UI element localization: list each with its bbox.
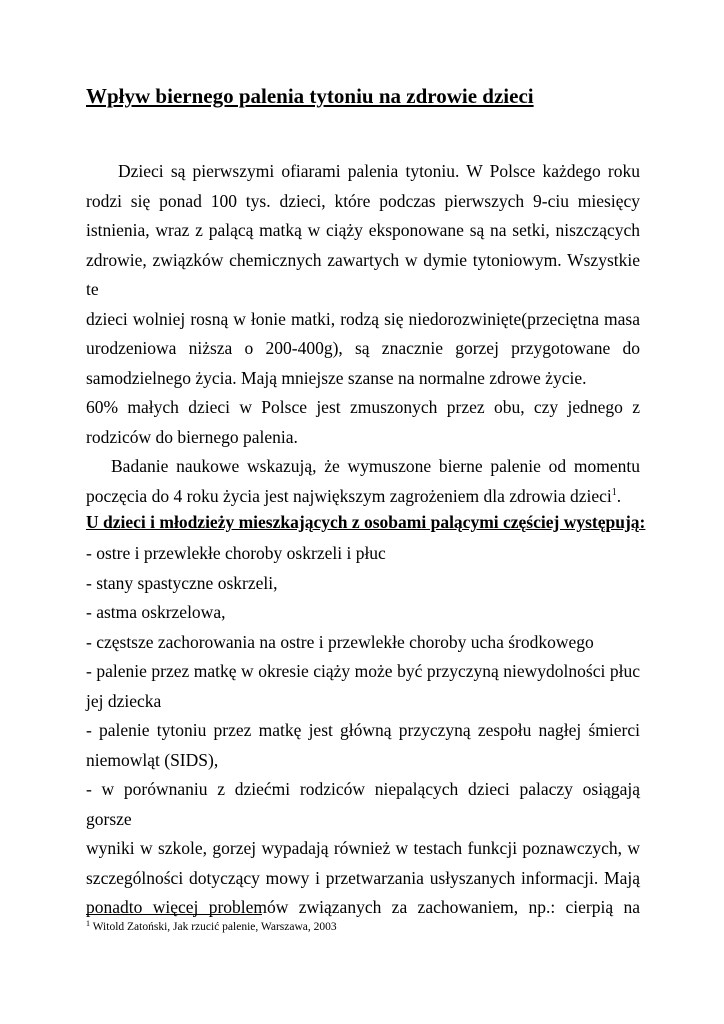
- text-line: Dzieci są pierwszymi ofiarami palenia tytoniu. W Polsce każdego roku: [118, 161, 640, 181]
- page-title: Wpływ biernego palenia tytoniu na zdrowie dzieci: [86, 84, 534, 108]
- text-line: 60% małych dzieci w Polsce jest zmuszonych przez obu, czy jednego z: [86, 397, 640, 417]
- list-item: - astma oskrzelowa,: [86, 602, 226, 622]
- list-item-continuation: ponadto więcej problemów związanych za zachowaniem, np.: cierpią na: [86, 897, 640, 917]
- text-line: Badanie naukowe wskazują, że wymuszone bierne palenie od momentu: [111, 456, 640, 476]
- text-line: istnienia, wraz z palącą matką w ciąży eksponowane są na setki, niszczących: [86, 220, 640, 240]
- list-item: - częstsze zachorowania na ostre i przewlekłe choroby ucha środkowego: [86, 631, 594, 652]
- text-line: zdrowie, związków chemicznych zawartych w dymie tytoniowym. Wszystkie te: [86, 249, 640, 299]
- section-heading: U dzieci i młodzieży mieszkających z osobami palącymi częściej występują:: [86, 512, 646, 532]
- list-item: - palenie tytoniu przez matkę jest główną przyczyną zespołu nagłej śmierci: [86, 720, 640, 740]
- text-line-with-footnote: [86, 482, 640, 512]
- list-item-continuation: wyniki w szkole, gorzej wypadają również w testach funkcji poznawczych, w: [86, 838, 640, 858]
- list-item-continuation: niemowląt (SIDS),: [86, 749, 219, 770]
- footnote-separator: [86, 914, 262, 915]
- intro-paragraph: [86, 157, 640, 511]
- list-item: - w porównaniu z dziećmi rodziców niepalących dzieci palaczy osiągają gorsze: [86, 779, 640, 829]
- sentence-end: .: [616, 485, 622, 506]
- text-line: poczęcia do 4 roku życia jest największym zagrożeniem dla zdrowia dzieci: [86, 485, 612, 506]
- footnote-marker: 1: [86, 919, 90, 928]
- footnote: [86, 921, 337, 933]
- text-line: dzieci wolniej rosną w łonie matki, rodzą się niedorozwinięte(przeciętna masa: [86, 308, 640, 329]
- list-item: - stany spastyczne oskrzeli,: [86, 572, 278, 593]
- text-line: rodzi się ponad 100 tys. dzieci, które podczas pierwszych 9-ciu miesięcy: [86, 190, 640, 211]
- text-line: urodzeniowa niższa o 200-400g), są znacznie gorzej przygotowane do: [86, 338, 640, 358]
- text-line: samodzielnego życia. Mają mniejsze szanse na normalne zdrowe życie.: [86, 367, 587, 388]
- list-item: - palenie przez matkę w okresie ciąży może być przyczyną niewydolności płuc: [86, 661, 640, 681]
- text-line: rodziców do biernego palenia.: [86, 426, 298, 447]
- list-item-continuation: jej dziecka: [86, 690, 162, 711]
- effects-list: [86, 539, 640, 923]
- list-item-continuation: szczególności dotyczący mowy i przetwarzania usłyszanych informacji. Mają: [86, 867, 640, 888]
- footnote-text: Witold Zatoński, Jak rzucić palenie, Warszawa, 2003: [90, 921, 337, 933]
- list-item: - ostre i przewlekłe choroby oskrzeli i płuc: [86, 543, 386, 563]
- footnote-reference[interactable]: 1: [611, 486, 617, 498]
